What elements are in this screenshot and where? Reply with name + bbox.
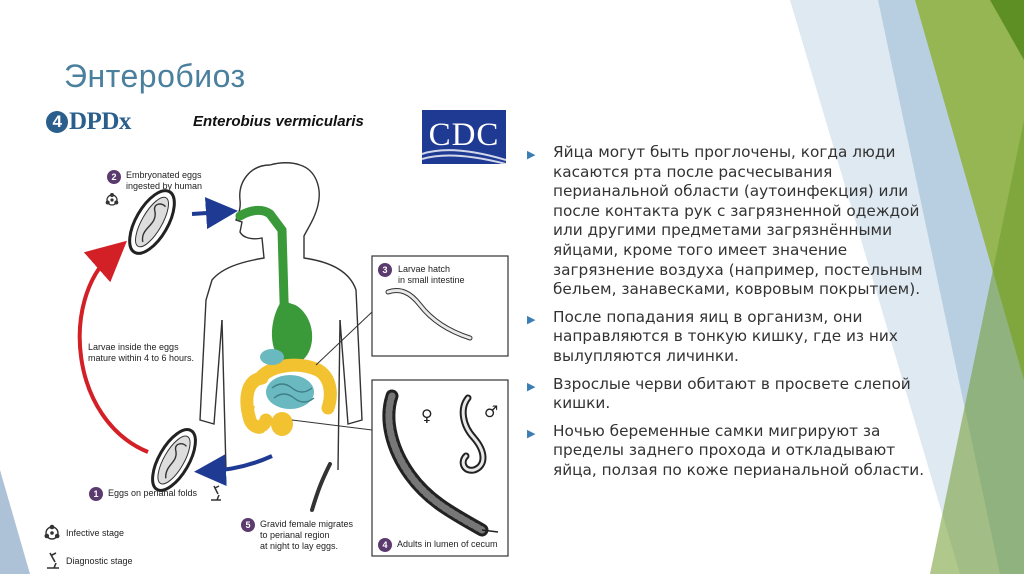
legend-diagnostic-label: Diagnostic stage xyxy=(66,556,133,566)
step-number-3: 3 xyxy=(382,265,388,275)
step-number-4: 4 xyxy=(382,540,388,550)
slide-title: Энтеробиоз xyxy=(64,58,246,94)
dpdx-logo-text: DPDx xyxy=(69,108,131,135)
step-5-label xyxy=(260,519,353,552)
bullet-item xyxy=(527,422,927,481)
bullet-item xyxy=(527,143,927,300)
bullet-text-1: Яйца могут быть проглочены, когда люди касаются рта после расчесывания перианальной области (аутоинфекция) или после контакта рук с загрязненной одеждой или другими предметами загрязнёнными яйцами, кроме того имеет значение загрязнение воздуха (например, постельным бельем, занавесками, ковровым покрытием). xyxy=(553,143,923,299)
bullet-item xyxy=(527,308,927,367)
step-3-label xyxy=(398,264,465,286)
step-5-label-line1: Gravid female migrates xyxy=(260,519,354,529)
female-symbol: ♀ xyxy=(421,406,433,425)
legend-microscope-icon xyxy=(47,553,59,568)
arrow-to-mouth xyxy=(192,212,222,214)
arrow-to-perianal xyxy=(210,456,272,471)
step-3-label-line2: in small intestine xyxy=(398,275,465,285)
step-number-2: 2 xyxy=(111,172,117,182)
maturation-label xyxy=(88,342,194,364)
maturation-label-line1: Larvae inside the eggs xyxy=(88,342,179,352)
bullet-arrow-icon: ▶ xyxy=(527,148,536,161)
callout-line-4 xyxy=(292,420,372,430)
bullet-text-3: Взрослые черви обитают в просвете слепой кишки. xyxy=(553,374,911,413)
step-2-label-line2: ingested by human xyxy=(126,181,203,191)
gravid-female-worm xyxy=(312,464,330,510)
step-5-label-line3: at night to lay eggs. xyxy=(260,541,339,551)
bullet-text-2: После попадания яиц в организм, они направляются в тонкую кишку, где из них вылупляются личинки. xyxy=(553,307,898,365)
step-1-label xyxy=(108,488,197,499)
bullet-arrow-icon: ▶ xyxy=(527,379,536,393)
legend-biohazard-icon xyxy=(45,525,60,539)
step-4-label xyxy=(397,539,498,550)
male-symbol: ♂ xyxy=(484,402,499,421)
bullet-arrow-icon: ▶ xyxy=(527,312,536,326)
step-number-5: 5 xyxy=(245,520,251,530)
organism-name: Enterobius vermicularis xyxy=(193,113,364,130)
step-2-label-line1: Embryonated eggs xyxy=(126,170,202,180)
bullet-item xyxy=(527,375,927,414)
step-number-1: 1 xyxy=(93,489,99,499)
microscope-icon xyxy=(211,486,221,500)
step-4-label-line1: Adults in lumen of cecum xyxy=(397,539,498,549)
callout-line-3 xyxy=(316,312,372,365)
embryonated-egg xyxy=(121,184,184,261)
maturation-label-line2: mature within 4 to 6 hours. xyxy=(88,353,195,363)
step-5-label-line2: to perianal region xyxy=(260,530,330,540)
bullet-arrow-icon: ▶ xyxy=(527,426,536,440)
perianal-egg xyxy=(144,423,204,497)
step-2-label xyxy=(126,170,202,192)
dpdx-4-icon: 4 xyxy=(46,111,68,133)
legend-infective-label: Infective stage xyxy=(66,528,125,538)
bullet-list xyxy=(527,143,927,489)
bullet-text-4: Ночью беременные самки мигрируют за пределы заднего прохода и откладывают яйца, ползая по коже перианальной области. xyxy=(553,421,925,479)
digestive-tract-upper xyxy=(240,210,312,364)
step-1-label-line1: Eggs on perianal folds xyxy=(108,488,198,498)
cdc-logo-text: CDC xyxy=(428,117,500,153)
biohazard-icon xyxy=(106,193,119,205)
step-3-label-line1: Larvae hatch xyxy=(398,264,451,274)
